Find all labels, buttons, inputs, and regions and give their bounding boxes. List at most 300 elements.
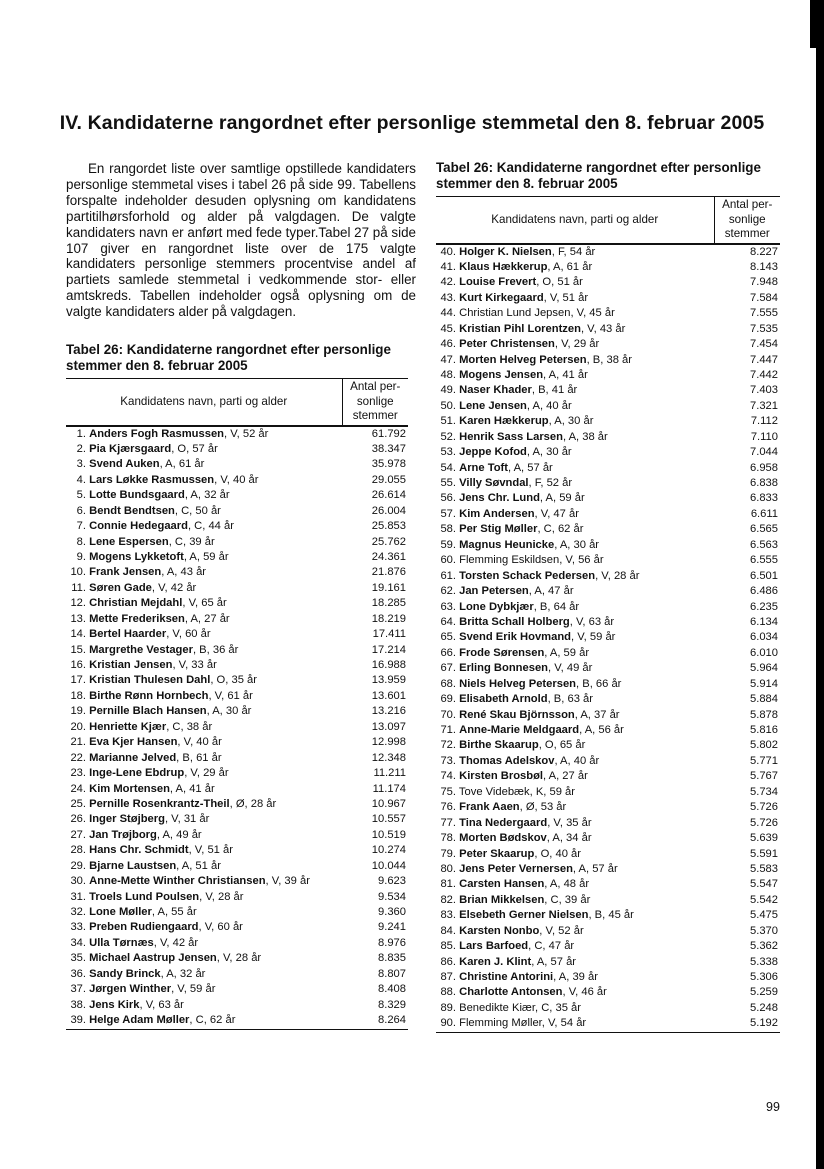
candidate-name: Karsten Nonbo (459, 924, 540, 937)
candidate-cell (66, 967, 342, 982)
candidate-cell (66, 519, 342, 534)
rank-number: 18. (70, 689, 86, 702)
votes-cell: 18.285 (371, 597, 406, 610)
votes-cell: 6.555 (750, 554, 778, 567)
rank-number: 40. (440, 245, 456, 258)
votes-cell: 9.534 (378, 890, 406, 903)
candidate-cell (436, 260, 714, 275)
candidate-name: Svend Erik Hovmand (459, 631, 572, 644)
table-body-left (66, 426, 408, 1030)
candidate-name: Anders Fogh Rasmussen (89, 427, 225, 440)
candidate-cell (436, 877, 714, 892)
candidate-party-age: , V, 43 år (580, 322, 626, 335)
candidate-party-age: , A, 57 år (531, 955, 577, 968)
table-row (436, 738, 780, 753)
table-header-row (436, 197, 780, 244)
votes-cell: 8.143 (750, 260, 778, 273)
candidate-cell (66, 535, 342, 550)
table-row (66, 504, 408, 519)
candidate-cell (436, 908, 714, 923)
candidate-party-age: , V, 56 år (559, 554, 604, 567)
candidate-name: Henrik Sass Larsen (459, 430, 563, 443)
candidate-party-age: , C, 39 år (168, 535, 215, 548)
candidate-cell (436, 584, 714, 599)
candidate-cell (66, 782, 342, 797)
votes-cell: 8.329 (378, 998, 406, 1011)
table-row (436, 306, 780, 321)
candidate-name: Inge-Lene Ebdrup (89, 767, 185, 780)
votes-cell: 8.264 (342, 1013, 408, 1029)
candidate-cell (436, 476, 714, 491)
rank-number: 6. (76, 504, 86, 517)
candidate-name: Birthe Rønn Hornbech (89, 689, 209, 702)
candidate-name: Jens Kirk (89, 998, 140, 1011)
candidate-cell (436, 337, 714, 352)
candidate-name: Tina Nedergaard (459, 816, 548, 829)
votes-cell: 7.447 (750, 353, 778, 366)
rank-number: 12. (70, 597, 86, 610)
table-row (436, 584, 780, 599)
candidate-cell (66, 720, 342, 735)
candidate-party-age: , O, 51 år (536, 276, 583, 289)
candidate-party-age: , B, 61 år (176, 751, 222, 764)
table-row (436, 1016, 780, 1032)
table-row (66, 442, 408, 457)
rank-number: 31. (70, 890, 86, 903)
votes-cell: 6.235 (750, 600, 778, 613)
votes-cell: 13.216 (371, 705, 406, 718)
candidate-party-age: , A, 27 år (184, 612, 230, 625)
rank-number: 21. (70, 736, 86, 749)
candidate-name: Jørgen Winther (89, 983, 172, 996)
candidate-name: Bertel Haarder (89, 628, 167, 641)
table-row (66, 859, 408, 874)
candidate-name: Villy Søvndal (459, 477, 529, 490)
candidate-cell (66, 920, 342, 935)
candidate-name: Torsten Schack Pedersen (459, 569, 596, 582)
candidate-name: Flemming Møller (459, 1017, 542, 1030)
candidate-cell (436, 677, 714, 692)
candidate-party-age: , V, 40 år (177, 736, 222, 749)
candidate-name: Svend Auken (89, 458, 160, 471)
candidate-cell (66, 673, 342, 688)
votes-cell: 5.259 (750, 986, 778, 999)
table-row (436, 816, 780, 831)
candidate-cell (436, 708, 714, 723)
candidate-party-age: , C, 44 år (187, 520, 234, 533)
votes-cell: 7.044 (750, 446, 778, 459)
votes-cell: 6.563 (750, 538, 778, 551)
candidate-party-age: , A, 39 år (553, 971, 598, 984)
rank-number: 90. (440, 1017, 456, 1030)
rank-number: 48. (440, 368, 456, 381)
candidate-cell (66, 550, 342, 565)
header-votes (342, 379, 408, 426)
candidate-cell (66, 457, 342, 472)
candidate-cell (436, 491, 714, 506)
candidate-party-age: , B, 41 år (531, 384, 578, 397)
candidate-name: Bjarne Laustsen (89, 859, 177, 872)
candidate-cell (66, 751, 342, 766)
candidate-name: Brian Mikkelsen (459, 893, 545, 906)
table-caption-right: Tabel 26: Kandidaterne rangordnet efter personlige stemmer den 8. februar 2005 (436, 160, 761, 191)
candidate-name: Frank Jensen (89, 566, 162, 579)
table-row (436, 445, 780, 460)
candidate-name: Søren Gade (89, 581, 152, 594)
table-row (436, 275, 780, 290)
table-header-row (66, 379, 408, 426)
candidate-party-age: , A, 30 år (554, 538, 600, 551)
candidate-name: Christian Mejdahl (89, 597, 183, 610)
candidate-name: Pernille Blach Hansen (89, 705, 207, 718)
candidate-name: Pia Kjærsgaard (89, 442, 172, 455)
rank-number: 82. (440, 893, 456, 906)
table-row (66, 720, 408, 735)
rank-number: 68. (440, 677, 456, 690)
candidate-cell (436, 985, 714, 1000)
header-name: Kandidatens navn, parti og alder (436, 197, 714, 244)
votes-cell: 17.411 (372, 628, 406, 641)
votes-cell: 29.055 (371, 473, 406, 486)
candidate-cell (436, 461, 714, 476)
candidate-party-age: , C, 39 år (544, 893, 591, 906)
candidate-name: Troels Lund Poulsen (89, 890, 200, 903)
table-row (436, 600, 780, 615)
intro-paragraph: En rangordet liste over samtlige opstillede kandidaters personlige stemmetal vises i tabel 26 på side 99. Tabellens forspalte indeholder desuden oplysning om kandidatens partitilhørsforhold og alder på valgdagen. De valgte kandidaters navn er anført med fede typer.Tabel 27 på side 107 giver en rangordnet liste over de 175 valgte kandidaters personlige stemmers procentvise andel af partiets samlede stemmetal i vedkommende stor- eller amtskreds. Tabellen indeholder også oplysning om de valgte kandidaters alder på valgdagen. (66, 161, 416, 320)
candidate-cell (436, 1016, 714, 1032)
candidate-party-age: , V, 28 år (199, 890, 244, 903)
candidate-cell (436, 353, 714, 368)
table-row (436, 260, 780, 275)
votes-cell: 6.010 (750, 646, 778, 659)
candidate-party-age: , V, 42 år (151, 581, 197, 594)
candidate-cell (66, 890, 342, 905)
candidate-cell (66, 843, 342, 858)
votes-cell: 7.555 (750, 307, 778, 320)
candidate-cell (66, 504, 342, 519)
candidate-name: Lone Dybkjær (459, 600, 534, 613)
candidate-name: Jan Trøjborg (89, 828, 157, 841)
candidate-cell (436, 800, 714, 815)
page-number: 99 (766, 1100, 780, 1114)
rank-number: 16. (70, 659, 86, 672)
rank-number: 84. (440, 924, 456, 937)
candidate-party-age: , A, 59 år (544, 646, 590, 659)
candidate-name: Pernille Rosenkrantz-Theil (89, 797, 230, 810)
votes-cell: 8.408 (378, 983, 406, 996)
candidate-cell (66, 426, 342, 442)
candidate-cell (436, 553, 714, 568)
candidate-party-age: , A, 40 år (554, 754, 600, 767)
candidate-cell (436, 1001, 714, 1016)
votes-cell: 8.835 (378, 952, 406, 965)
votes-cell: 7.110 (750, 430, 778, 443)
candidate-party-age: , V, 47 år (534, 507, 579, 520)
table-row (66, 967, 408, 982)
candidate-cell (66, 581, 342, 596)
rank-number: 71. (440, 724, 456, 737)
table-row (66, 643, 408, 658)
candidate-cell (66, 689, 342, 704)
rank-number: 9. (76, 550, 86, 563)
candidate-name: Frode Sørensen (459, 646, 545, 659)
rank-number: 24. (70, 782, 86, 795)
candidate-cell (436, 831, 714, 846)
candidate-cell (436, 970, 714, 985)
rank-number: 1. (76, 427, 86, 440)
rank-number: 19. (70, 705, 86, 718)
table-row (66, 1013, 408, 1029)
candidate-party-age: , A, 59 år (183, 550, 229, 563)
votes-cell: 5.884 (750, 693, 778, 706)
rank-number: 85. (440, 940, 456, 953)
votes-cell: 5.591 (750, 847, 778, 860)
candidate-party-age: , C, 47 år (528, 940, 575, 953)
candidate-cell (66, 936, 342, 951)
candidate-name: Lotte Bundsgaard (89, 489, 185, 502)
candidate-party-age: , V, 35 år (547, 816, 592, 829)
rank-number: 51. (440, 415, 456, 428)
candidate-name: Klaus Hækkerup (459, 260, 548, 273)
header-votes (714, 197, 780, 244)
votes-cell: 24.361 (371, 550, 406, 563)
rank-number: 87. (440, 971, 456, 984)
rank-number: 39. (70, 1014, 86, 1027)
votes-cell: 5.816 (750, 724, 778, 737)
votes-cell: 5.370 (750, 924, 778, 937)
candidate-name: Frank Aaen (459, 801, 520, 814)
candidate-cell (436, 862, 714, 877)
table-row (66, 751, 408, 766)
votes-cell: 13.097 (371, 720, 406, 733)
candidate-name: Ulla Tørnæs (89, 936, 154, 949)
candidate-party-age: , Ø, 53 år (519, 801, 567, 814)
votes-cell: 6.034 (750, 631, 778, 644)
rank-number: 67. (440, 662, 456, 675)
rank-number: 55. (440, 477, 456, 490)
table-row (436, 383, 780, 398)
candidate-party-age: , A, 30 år (548, 415, 594, 428)
candidate-party-age: , Ø, 28 år (229, 797, 277, 810)
votes-cell: 6.501 (750, 569, 778, 582)
candidate-cell (66, 812, 342, 827)
table-row (66, 535, 408, 550)
table-caption-left: Tabel 26: Kandidaterne rangordnet efter personlige stemmer den 8. februar 2005 (66, 342, 391, 373)
candidate-party-age: , B, 64 år (533, 600, 580, 613)
rank-number: 63. (440, 600, 456, 613)
table-row (436, 661, 780, 676)
candidate-name: Lone Møller (89, 906, 152, 919)
candidate-cell (436, 291, 714, 306)
candidate-name: Lars Løkke Rasmussen (89, 473, 215, 486)
rank-number: 59. (440, 538, 456, 551)
votes-cell: 7.454 (750, 338, 778, 351)
table-row (436, 723, 780, 738)
rank-number: 88. (440, 986, 456, 999)
votes-cell: 8.976 (378, 936, 406, 949)
votes-cell: 5.192 (714, 1016, 780, 1032)
table-row (436, 461, 780, 476)
table-row (66, 998, 408, 1013)
votes-cell: 6.134 (750, 615, 778, 628)
table-row (436, 862, 780, 877)
candidate-name: Inger Støjberg (89, 813, 165, 826)
candidate-party-age: , V, 46 år (562, 986, 607, 999)
table-row (436, 353, 780, 368)
table-row (436, 970, 780, 985)
candidate-cell (66, 998, 342, 1013)
votes-cell: 5.583 (750, 862, 778, 875)
votes-cell: 11.211 (373, 767, 406, 780)
votes-cell: 5.542 (750, 893, 778, 906)
candidate-name: Magnus Heunicke (459, 538, 555, 551)
candidate-cell (436, 445, 714, 460)
candidate-party-age: , V, 29 år (554, 338, 600, 351)
votes-cell: 9.623 (378, 875, 406, 888)
table-row (436, 831, 780, 846)
candidate-party-age: , A, 59 år (539, 492, 585, 505)
candidate-name: Kristian Thulesen Dahl (89, 674, 211, 687)
candidate-party-age: , A, 41 år (543, 368, 588, 381)
rank-number: 4. (76, 473, 86, 486)
candidate-name: René Skau Björnsson (459, 708, 575, 721)
candidate-name: Christine Antorini (459, 971, 554, 984)
rank-number: 56. (440, 492, 456, 505)
votes-cell: 6.565 (750, 523, 778, 536)
votes-cell: 12.348 (371, 751, 406, 764)
candidate-party-age: , V, 61 år (208, 689, 253, 702)
rank-number: 50. (440, 399, 456, 412)
votes-cell: 12.998 (371, 736, 406, 749)
table-row (66, 627, 408, 642)
rank-number: 23. (70, 767, 86, 780)
rank-number: 5. (76, 489, 86, 502)
candidate-cell (66, 1013, 342, 1029)
rank-number: 43. (440, 291, 456, 304)
table-row (66, 565, 408, 580)
candidate-party-age: , V, 51 år (188, 844, 233, 857)
candidate-cell (66, 766, 342, 781)
candidate-party-age: , A, 30 år (526, 446, 572, 459)
votes-cell: 13.959 (371, 674, 406, 687)
votes-cell: 35.978 (371, 458, 406, 471)
candidate-name: Kirsten Brosbøl (459, 770, 544, 783)
table-row (66, 704, 408, 719)
candidate-party-age: , A, 32 år (160, 967, 206, 980)
candidate-cell (66, 627, 342, 642)
votes-cell: 6.833 (750, 492, 778, 505)
candidate-name: Karen Hækkerup (459, 415, 549, 428)
rank-number: 77. (440, 816, 456, 829)
candidate-cell (66, 874, 342, 889)
rank-number: 89. (440, 1001, 456, 1014)
table-row (66, 874, 408, 889)
header-name: Kandidatens navn, parti og alder (66, 379, 342, 426)
votes-cell: 6.958 (750, 461, 778, 474)
candidate-name: Arne Toft (459, 461, 508, 474)
rank-number: 45. (440, 322, 456, 335)
candidate-party-age: , V, 52 år (539, 924, 584, 937)
candidate-cell (66, 828, 342, 843)
votes-cell: 5.338 (750, 955, 778, 968)
table-row (66, 828, 408, 843)
table-row (66, 612, 408, 627)
candidate-name: Jens Chr. Lund (459, 492, 540, 505)
rank-number: 46. (440, 338, 456, 351)
candidate-name: Britta Schall Holberg (459, 615, 570, 628)
candidate-name: Henriette Kjær (89, 720, 167, 733)
candidate-cell (66, 982, 342, 997)
candidate-name: Anne-Marie Meldgaard (459, 724, 580, 737)
candidate-cell (436, 244, 714, 260)
candidate-name: Bendt Bendtsen (89, 504, 175, 517)
candidate-cell (66, 442, 342, 457)
table-row (436, 646, 780, 661)
candidate-party-age: , V, 28 år (216, 952, 262, 965)
table-row (436, 538, 780, 553)
votes-cell: 17.214 (371, 643, 406, 656)
candidate-party-age: , O, 65 år (538, 739, 586, 752)
candidate-cell (436, 816, 714, 831)
candidate-name: Benedikte Kiær (459, 1001, 535, 1014)
rank-number: 26. (70, 813, 86, 826)
candidate-name: Connie Hedegaard (89, 520, 188, 533)
candidate-party-age: , A, 61 år (159, 458, 205, 471)
votes-cell: 5.726 (750, 816, 778, 829)
candidate-name: Morten Bødskov (459, 832, 547, 845)
table-row (66, 782, 408, 797)
header-votes-label: Antal per-sonlige stemmer (350, 380, 401, 422)
candidate-party-age: , F, 52 år (528, 477, 573, 490)
candidate-name: Thomas Adelskov (459, 754, 555, 767)
candidate-name: Helge Adam Møller (89, 1014, 190, 1027)
candidate-cell (436, 414, 714, 429)
candidate-name: Flemming Eskildsen (459, 554, 560, 567)
candidate-party-age: , V, 51 år (543, 291, 589, 304)
candidate-cell (436, 522, 714, 537)
candidate-name: Elisabeth Arnold (459, 693, 548, 706)
candidate-cell (66, 658, 342, 673)
rank-number: 36. (70, 967, 86, 980)
votes-cell: 10.044 (371, 859, 406, 872)
votes-cell: 7.403 (750, 384, 778, 397)
candidate-cell (436, 615, 714, 630)
rank-number: 30. (70, 875, 86, 888)
table-row (436, 507, 780, 522)
candidate-name: Mogens Jensen (459, 368, 544, 381)
rank-number: 38. (70, 998, 86, 1011)
votes-cell: 8.227 (750, 245, 778, 258)
candidate-cell (436, 646, 714, 661)
candidate-name: Michael Aastrup Jensen (89, 952, 217, 965)
candidate-name: Holger K. Nielsen (459, 245, 552, 258)
table-row (66, 457, 408, 472)
candidate-name: Per Stig Møller (459, 523, 538, 536)
candidate-party-age: , A, 57 år (572, 862, 618, 875)
votes-cell: 5.734 (750, 785, 778, 798)
candidate-cell (436, 924, 714, 939)
candidate-party-age: , B, 45 år (588, 909, 634, 922)
candidate-name: Karen J. Klint (459, 955, 532, 968)
candidate-cell (436, 692, 714, 707)
votes-cell: 7.584 (750, 291, 778, 304)
candidate-name: Erling Bonnesen (459, 662, 548, 675)
candidate-party-age: , A, 48 år (544, 878, 590, 891)
rank-number: 58. (440, 523, 456, 536)
votes-cell: 38.347 (371, 442, 406, 455)
table-row (436, 615, 780, 630)
candidate-party-age: , C, 38 år (166, 720, 213, 733)
